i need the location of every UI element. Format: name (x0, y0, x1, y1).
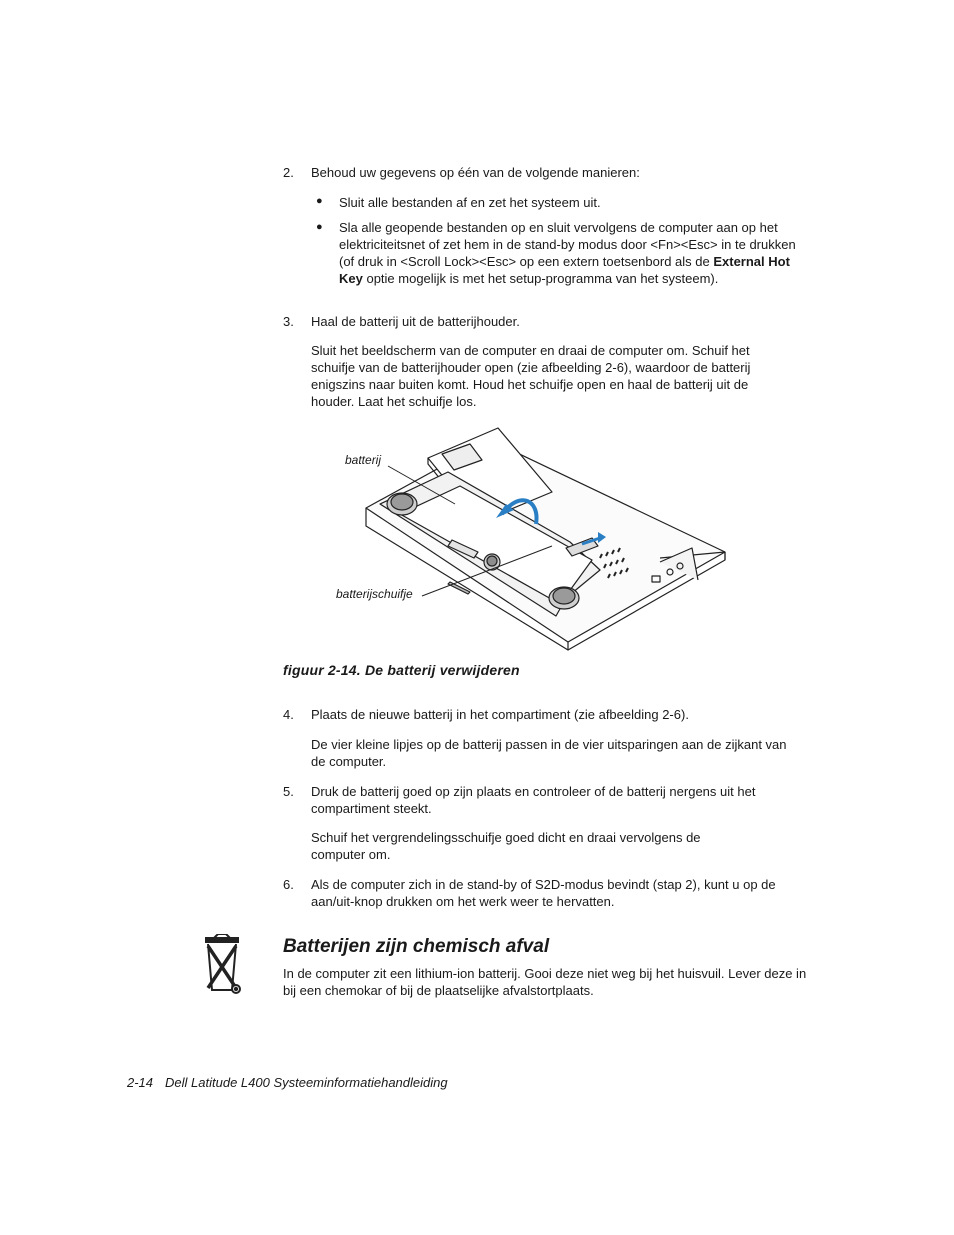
document-title: Dell Latitude L400 Systeeminformatiehandleiding (165, 1075, 448, 1090)
notice-text: In de computer zit een lithium-ion batterij. Gooi deze niet weg bij het huisvuil. Lever deze in bij een chemokar of bij de plaatselijke afvalstortplaats. (283, 966, 807, 998)
callout-battery-latch: batterijschuifje (336, 587, 413, 601)
step-2-text: Behoud uw gegevens op één van de volgende manieren: (311, 165, 640, 180)
step-2-bullet-1: Sluit alle bestanden af en zet het systeem uit. (339, 195, 601, 210)
figure-caption: figuur 2-14. De batterij verwijderen (283, 662, 520, 678)
callout-battery: batterij (345, 453, 382, 467)
page-number: 2-14 (127, 1075, 154, 1090)
step-2-number: 2. (283, 165, 294, 180)
step-2-bullet-2: Sla alle geopende bestanden op en sluit vervolgens de computer aan op het elektriciteitsnet of zet hem in de stand-by modus door <Fn><Esc> in te drukken (of druk in <Scroll Lock><Esc> op een extern toetsenbord als de External Hot Key optie mogelijk is met het setup-programma van het systeem). (339, 220, 796, 286)
crossed-out-wheelie-bin-icon (198, 934, 246, 996)
battery-removal-figure (330, 420, 750, 655)
page-footer (127, 1074, 460, 1091)
step-5-number: 5. (283, 784, 294, 799)
step-3-number: 3. (283, 314, 294, 329)
step-4-text: Plaats de nieuwe batterij in het compartiment (zie afbeelding 2-6). (311, 707, 689, 722)
step-4-number: 4. (283, 707, 294, 722)
notice-title: Batterijen zijn chemisch afval (283, 936, 550, 957)
bullet-icon: ● (316, 195, 323, 207)
bullet-icon: ● (316, 221, 323, 233)
step-5-text: Druk de batterij goed op zijn plaats en controleer of de batterij nergens uit het compartiment steekt. (311, 784, 756, 816)
step-4-paragraph: De vier kleine lipjes op de batterij passen in de vier uitsparingen aan de zijkant van de computer. (311, 737, 787, 769)
step-5-paragraph: Schuif het vergrendelingsschuifje goed dicht en draai vervolgens de computer om. (311, 830, 701, 862)
step-6-text: Als de computer zich in de stand-by of S2D-modus bevindt (stap 2), kunt u op de aan/uit-knop drukken om het werk weer te hervatten. (311, 877, 776, 909)
step-3-paragraph: Sluit het beeldscherm van de computer en draai de computer om. Schuif het schuifje van de batterijhouder open (zie afbeelding 2-6), waardoor de batterij enigszins naar buiten komt. Houd het schuifje open en haal de batterij uit de houder. Laat het schuifje los. (311, 343, 751, 409)
step-3-text: Haal de batterij uit de batterijhouder. (311, 314, 520, 329)
step-6-number: 6. (283, 877, 294, 892)
